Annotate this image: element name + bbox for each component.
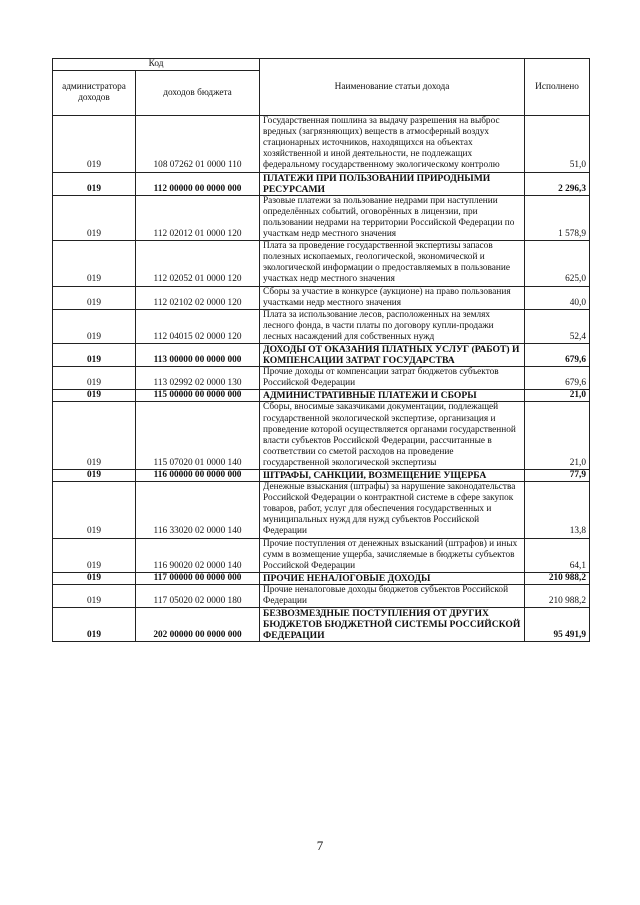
revenue-name-cell: Сборы, вносимые заказчиками документации, подлежащей государственной экологической экспертизе, организация и проведение которой осуществляется органами государственной власти субъектов Российской Федерации, рассчитанные в соответствии со сметой расходов на проведение государственной экологической экспертизы	[260, 402, 525, 470]
executed-value-cell: 52,4	[525, 309, 590, 343]
revenue-name-cell: Разовые платежи за пользование недрами при наступлении определённых событий, оговорённых в лицензии, при пользовании недрами на территории Российской Федерации по участкам недр местного значения	[260, 195, 525, 240]
table-row	[53, 572, 590, 584]
budget-code-cell: 112 02052 01 0000 120	[136, 241, 260, 286]
budget-code-column-header: доходов бюджета	[136, 71, 260, 116]
table-row	[53, 309, 590, 343]
budget-code-cell: 116 00000 00 0000 000	[136, 470, 260, 482]
executed-value-cell: 2 296,3	[525, 172, 590, 195]
admin-code-column-header: администратора доходов	[53, 71, 136, 116]
table-row	[53, 538, 590, 572]
table-row	[53, 343, 590, 366]
revenue-name-cell: ПЛАТЕЖИ ПРИ ПОЛЬЗОВАНИИ ПРИРОДНЫМИ РЕСУРСАМИ	[260, 172, 525, 195]
budget-code-cell: 112 02012 01 0000 120	[136, 195, 260, 240]
revenue-name-cell: Плата за проведение государственной экспертизы запасов полезных ископаемых, геологической, экономической и экологической информации о предоставляемых в пользование участках недр местного значения	[260, 241, 525, 286]
admin-code-cell: 019	[53, 309, 136, 343]
table-row	[53, 482, 590, 538]
revenue-name-cell: ДОХОДЫ ОТ ОКАЗАНИЯ ПЛАТНЫХ УСЛУГ (РАБОТ) И КОМПЕНСАЦИИ ЗАТРАТ ГОСУДАРСТВА	[260, 343, 525, 366]
revenue-name-cell: Сборы за участие в конкурсе (аукционе) на право пользования участками недр местного значения	[260, 286, 525, 309]
executed-value-cell: 210 988,2	[525, 572, 590, 584]
admin-code-cell: 019	[53, 482, 136, 538]
executed-value-cell: 679,6	[525, 367, 590, 390]
table-row	[53, 286, 590, 309]
revenue-name-cell: Денежные взыскания (штрафы) за нарушение законодательства Российской Федерации о контрактной системе в сфере закупок товаров, работ, услуг для обеспечения государственных и муниципальных нужд для нужд субъектов Российской Федерации	[260, 482, 525, 538]
executed-value-cell: 40,0	[525, 286, 590, 309]
executed-value-cell: 95 491,9	[525, 608, 590, 642]
budget-code-cell: 108 07262 01 0000 110	[136, 116, 260, 172]
table-body	[53, 116, 590, 642]
executed-value-cell: 1 578,9	[525, 195, 590, 240]
revenue-name-cell: АДМИНИСТРАТИВНЫЕ ПЛАТЕЖИ И СБОРЫ	[260, 390, 525, 402]
budget-code-cell: 112 00000 00 0000 000	[136, 172, 260, 195]
admin-code-cell: 019	[53, 241, 136, 286]
revenue-name-cell: ШТРАФЫ, САНКЦИИ, ВОЗМЕЩЕНИЕ УЩЕРБА	[260, 470, 525, 482]
code-group-header: Код	[53, 59, 260, 71]
admin-code-cell: 019	[53, 343, 136, 366]
budget-code-cell: 113 00000 00 0000 000	[136, 343, 260, 366]
budget-code-cell: 112 04015 02 0000 120	[136, 309, 260, 343]
executed-value-cell: 21,0	[525, 390, 590, 402]
budget-code-cell: 115 07020 01 0000 140	[136, 402, 260, 470]
executed-value-cell: 625,0	[525, 241, 590, 286]
revenue-name-cell: Прочие доходы от компенсации затрат бюджетов субъектов Российской Федерации	[260, 367, 525, 390]
table-row	[53, 172, 590, 195]
executed-column-header: Исполнено	[525, 59, 590, 116]
budget-code-cell: 117 00000 00 0000 000	[136, 572, 260, 584]
admin-code-cell: 019	[53, 195, 136, 240]
admin-code-cell: 019	[53, 402, 136, 470]
budget-code-cell: 116 33020 02 0000 140	[136, 482, 260, 538]
executed-value-cell: 679,6	[525, 343, 590, 366]
admin-code-cell: 019	[53, 116, 136, 172]
table-row	[53, 367, 590, 390]
table-row	[53, 608, 590, 642]
executed-value-cell: 210 988,2	[525, 584, 590, 607]
table-row	[53, 402, 590, 470]
executed-value-cell: 51,0	[525, 116, 590, 172]
table-row	[53, 470, 590, 482]
revenue-name-cell: БЕЗВОЗМЕЗДНЫЕ ПОСТУПЛЕНИЯ ОТ ДРУГИХ БЮДЖЕТОВ БЮДЖЕТНОЙ СИСТЕМЫ РОССИЙСКОЙ ФЕДЕРАЦИИ	[260, 608, 525, 642]
executed-value-cell: 13,8	[525, 482, 590, 538]
budget-code-cell: 112 02102 02 0000 120	[136, 286, 260, 309]
executed-value-cell: 21,0	[525, 402, 590, 470]
admin-code-cell: 019	[53, 538, 136, 572]
name-column-header: Наименование статьи дохода	[260, 59, 525, 116]
admin-code-cell: 019	[53, 172, 136, 195]
admin-code-cell: 019	[53, 286, 136, 309]
table-row	[53, 116, 590, 172]
budget-code-cell: 117 05020 02 0000 180	[136, 584, 260, 607]
revenue-table	[52, 58, 590, 642]
admin-code-cell: 019	[53, 390, 136, 402]
budget-code-cell: 202 00000 00 0000 000	[136, 608, 260, 642]
table-row	[53, 195, 590, 240]
admin-code-cell: 019	[53, 470, 136, 482]
table-row	[53, 390, 590, 402]
revenue-name-cell: Плата за использование лесов, расположенных на землях лесного фонда, в части платы по договору купли-продажи лесных насаждений для собственных нужд	[260, 309, 525, 343]
revenue-name-cell: Государственная пошлина за выдачу разрешения на выброс вредных (загрязняющих) веществ в атмосферный воздух стационарных источников, находящихся на объектах хозяйственной и иной деятельности, не подлежащих федеральному государственному экологическому контролю	[260, 116, 525, 172]
executed-value-cell: 64,1	[525, 538, 590, 572]
budget-code-cell: 115 00000 00 0000 000	[136, 390, 260, 402]
table-header	[53, 59, 590, 116]
table-row	[53, 241, 590, 286]
executed-value-cell: 77,9	[525, 470, 590, 482]
admin-code-cell: 019	[53, 584, 136, 607]
revenue-name-cell: Прочие поступления от денежных взысканий (штрафов) и иных сумм в возмещение ущерба, зачисляемые в бюджеты субъектов Российской Федерации	[260, 538, 525, 572]
revenue-name-cell: ПРОЧИЕ НЕНАЛОГОВЫЕ ДОХОДЫ	[260, 572, 525, 584]
page-number: 7	[316, 838, 324, 853]
admin-code-cell: 019	[53, 608, 136, 642]
table-row	[53, 584, 590, 607]
budget-code-cell: 113 02992 02 0000 130	[136, 367, 260, 390]
admin-code-cell: 019	[53, 572, 136, 584]
admin-code-cell: 019	[53, 367, 136, 390]
budget-code-cell: 116 90020 02 0000 140	[136, 538, 260, 572]
revenue-name-cell: Прочие неналоговые доходы бюджетов субъектов Российской Федерации	[260, 584, 525, 607]
